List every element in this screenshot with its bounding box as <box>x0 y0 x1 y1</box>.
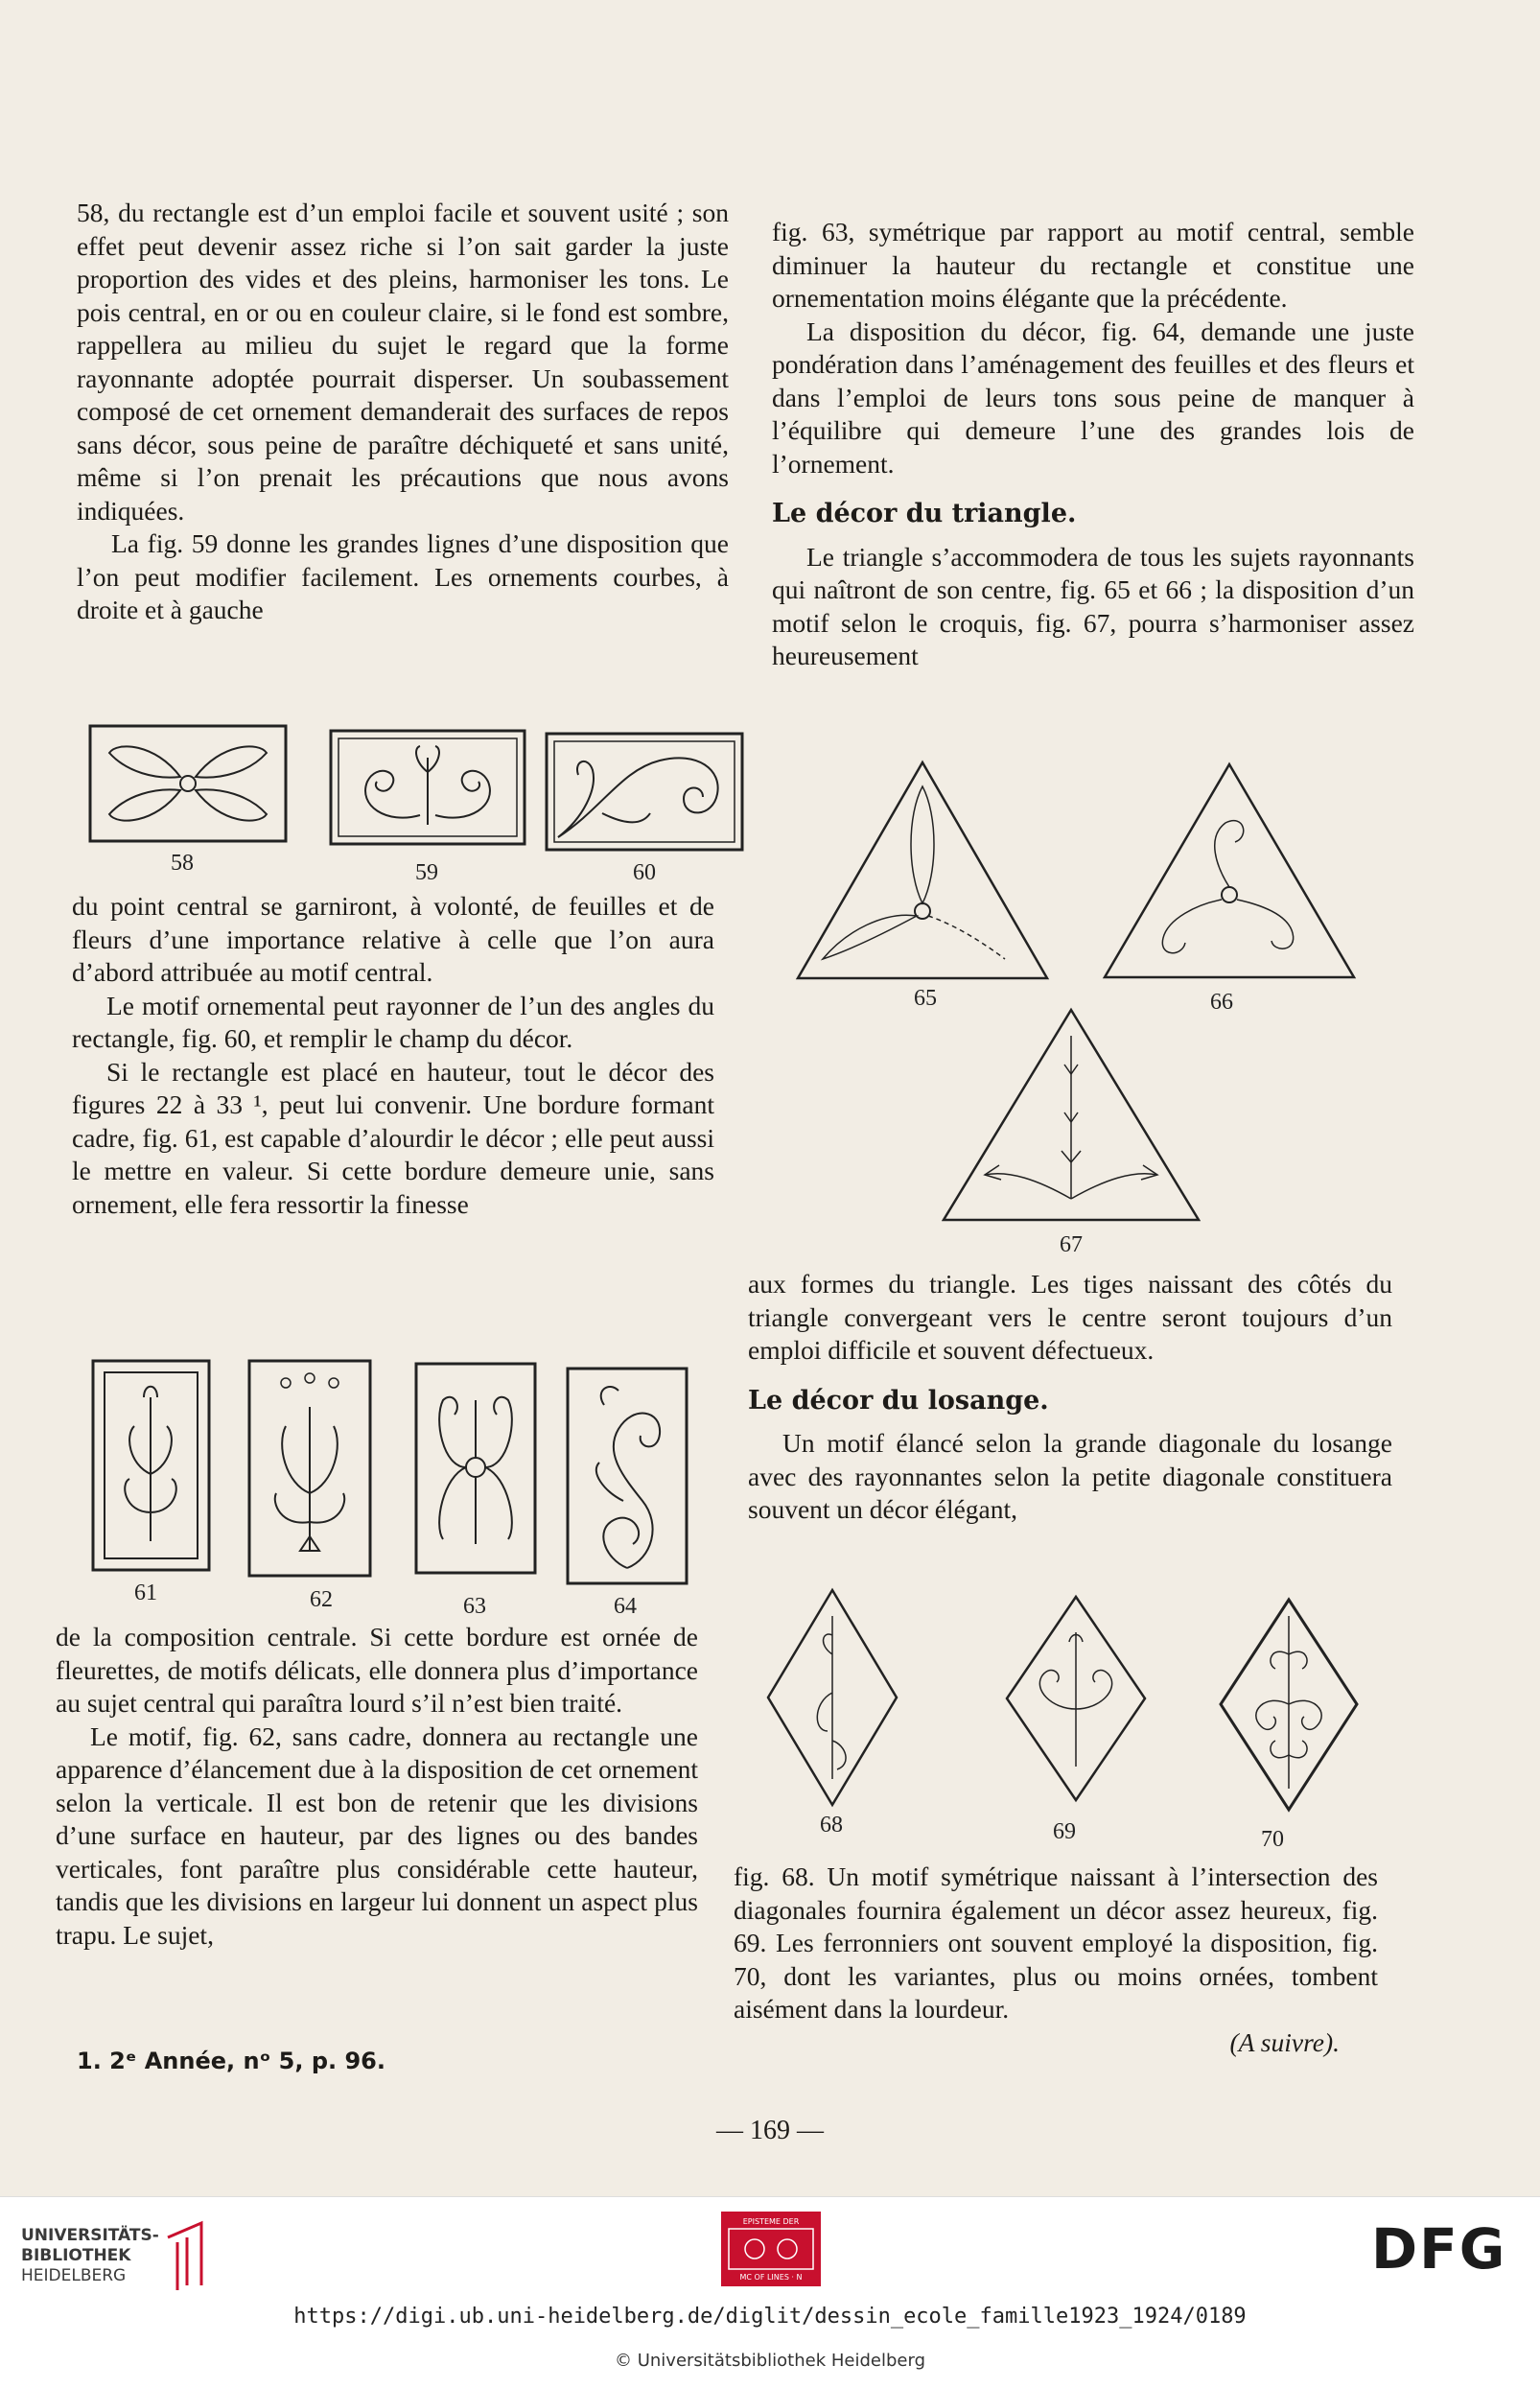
figure-63-label: 63 <box>463 1594 486 1619</box>
figure-62-label: 62 <box>310 1587 333 1612</box>
figure-69 <box>1004 1594 1148 1803</box>
footnote: 1. 2ᵉ Année, nᵒ 5, p. 96. <box>77 2048 385 2074</box>
figure-70-label: 70 <box>1261 1827 1284 1852</box>
library-emblem-icon <box>163 2218 211 2290</box>
page-number: — 169 — <box>716 2116 824 2145</box>
left-column-bottom <box>56 1621 698 1952</box>
episteme-logo-text-2: MC OF LINES · N <box>739 2273 803 2282</box>
right-column-bottom <box>734 1861 1378 2059</box>
right-column <box>772 216 1414 673</box>
dfg-logo[interactable]: DFG <box>1371 2216 1507 2282</box>
right-paragraph-2: La disposition du décor, fig. 64, demande une juste pondération dans l’aménagement des feuilles et des fleurs et dans l’emploi de leurs tons sous peine de manquer à l’équilibre qui demeure l’une des grandes lois de l’ornement. <box>772 316 1414 479</box>
figure-59 <box>329 729 526 846</box>
left-paragraph-3: du point central se garniront, à volonté, de feuilles et de fleurs d’une importance relative à celle que l’on aura d’abord attribuée au motif central. <box>72 891 714 987</box>
library-name-line-1: UNIVERSITÄTS- <box>21 2226 159 2245</box>
left-paragraph-6: de la composition centrale. Si cette bordure est ornée de fleurettes, de motifs délicats, elle donnera plus d’importance au sujet central qui paraîtra lourd s’il n’est bien traité. <box>56 1622 698 1718</box>
figure-58-label: 58 <box>171 851 194 876</box>
figure-70 <box>1218 1597 1360 1813</box>
figure-59-label: 59 <box>415 860 438 885</box>
heading-triangle: Le décor du triangle. <box>772 499 1077 528</box>
figure-64-label: 64 <box>614 1594 637 1619</box>
left-column <box>77 197 729 627</box>
footer-bar <box>0 2196 1540 2388</box>
left-paragraph-5: Si le rectangle est placé en hauteur, tout le décor des figures 22 à 33 ¹, peut lui convenir. Une bordure formant cadre, fig. 61, est capable d’alourdir le décor ; elle peut aussi le mettre en valeur. Si cette bordure demeure unie, sans ornement, elle fera ressortir la finesse <box>72 1056 714 1219</box>
figure-65 <box>794 758 1051 983</box>
figure-68-label: 68 <box>820 1813 843 1838</box>
right-paragraph-3: Le triangle s’accommodera de tous les sujets rayonnants qui naîtront de son centre, fig. 65 et 66 ; la disposition d’un motif selon le croquis, fig. 67, pourra s’harmoniser assez heureusement <box>772 541 1414 670</box>
document-url[interactable]: https://digi.ub.uni-heidelberg.de/diglit/dessin_ecole_famille1923_1924/0189 <box>293 2305 1247 2329</box>
figure-67-label: 67 <box>1060 1232 1083 1257</box>
figure-67 <box>942 1007 1201 1223</box>
figure-68 <box>765 1587 899 1808</box>
a-suivre: (A suivre). <box>1229 2026 1340 2057</box>
figure-63 <box>414 1362 537 1575</box>
library-logo[interactable] <box>21 2226 159 2286</box>
figure-60-label: 60 <box>633 860 656 885</box>
copyright-notice: © Universitätsbibliothek Heidelberg <box>614 2351 925 2371</box>
figure-58 <box>88 724 288 843</box>
figure-69-label: 69 <box>1053 1819 1076 1844</box>
figure-61-label: 61 <box>134 1580 157 1605</box>
episteme-logo-text: EPISTEME DER <box>742 2217 800 2226</box>
figure-66-label: 66 <box>1210 990 1233 1015</box>
figure-61 <box>91 1359 211 1572</box>
library-name-line-2: BIBLIOTHEK <box>21 2246 131 2265</box>
left-paragraph-2: La fig. 59 donne les grandes lignes d’une disposition que l’on peut modifier facilement. Les ornements courbes, à droite et à gauche <box>77 528 729 624</box>
right-paragraph-5: Un motif élancé selon la grande diagonale du losange avec des rayonnantes selon la petite diagonale constituera souvent un décor élégant, <box>748 1428 1392 1524</box>
left-paragraph-4: Le motif ornemental peut rayonner de l’un des angles du rectangle, fig. 60, et remplir le champ du décor. <box>72 990 714 1053</box>
figure-64 <box>566 1367 688 1585</box>
left-column-middle <box>72 890 714 1221</box>
episteme-logo[interactable] <box>721 2212 821 2286</box>
right-paragraph-1: fig. 63, symétrique par rapport au motif central, semble diminuer la hauteur du rectangle et constitue une ornementation moins élégante que la précédente. <box>772 217 1414 313</box>
library-name-line-3: HEIDELBERG <box>21 2266 127 2285</box>
right-column-middle <box>748 1268 1392 1527</box>
left-paragraph-7: Le motif, fig. 62, sans cadre, donnera au rectangle une apparence d’élancement due à la disposition de cet ornement selon la verticale. Il est bon de retenir que les divisions d’une surface en hauteur, par des lignes ou des bandes verticales, font paraître plus considérable cette hauteur, tandis que les divisions en largeur lui donnent un aspect plus trapu. Le sujet, <box>56 1721 698 1950</box>
figure-60 <box>545 732 744 852</box>
right-paragraph-6: fig. 68. Un motif symétrique naissant à l’intersection des diagonales fournira également un décor assez heureux, fig. 69. Les ferronniers ont souvent employé la disposition, fig. 70, dont les variantes, plus ou moins ornées, tombent aisément dans la lourdeur. <box>734 1861 1378 2024</box>
heading-losange: Le décor du losange. <box>748 1385 1049 1416</box>
right-paragraph-4: aux formes du triangle. Les tiges naissant des côtés du triangle convergeant vers le centre seront toujours d’un emploi difficile et souvent défectueux. <box>748 1269 1392 1365</box>
figure-62 <box>247 1359 372 1578</box>
figure-66 <box>1101 761 1358 981</box>
figure-65-label: 65 <box>914 986 937 1011</box>
left-paragraph-1: 58, du rectangle est d’un emploi facile et souvent usité ; son effet peut devenir assez riche si l’on sait garder la juste proportion des vides et des pleins, harmoniser les tons. Le pois central, en or ou en couleur claire, si le fond est sombre, rappellera au milieu du sujet le regard que la forme rayonnante adoptée pourrait disperser. Un soubassement composé de cet ornement demanderait des surfaces de repos sans décor, sous peine de paraître déchiqueté et sans unité, même si l’on prenait les précautions que nous avons indiquées. <box>77 198 729 526</box>
